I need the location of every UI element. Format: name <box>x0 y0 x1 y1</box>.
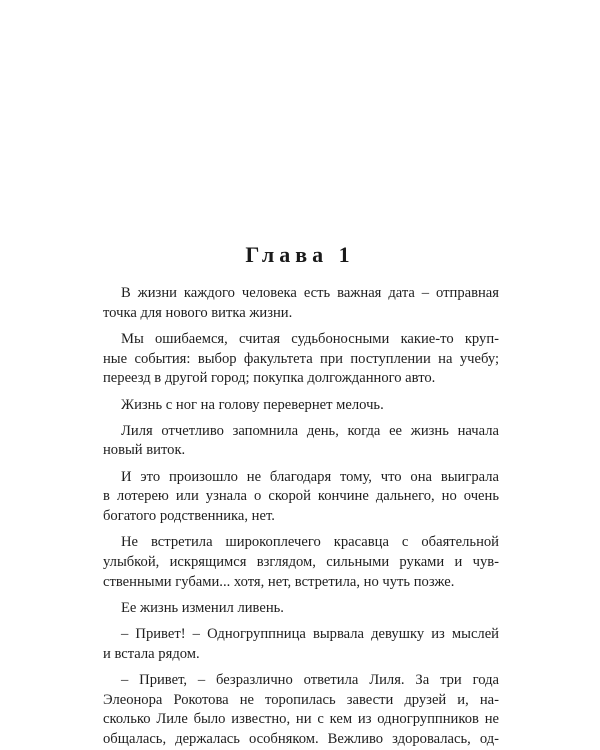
chapter-body <box>103 284 499 750</box>
paragraph <box>103 625 499 664</box>
text-line: Элеонора Рокотова не торопилась завести друзей и, на- <box>103 691 499 708</box>
text-line: Мы ошибаемся, считая судьбоносными какие-то круп- <box>121 330 499 347</box>
text-line: И это произошло не благодаря тому, что она выиграла <box>121 468 499 485</box>
paragraph <box>103 468 499 527</box>
text-line: В жизни каждого человека есть важная дата – отправная <box>121 285 499 301</box>
paragraph <box>103 599 499 619</box>
text-line: Ее жизнь изменил ливень. <box>121 599 284 616</box>
text-line: точка для нового витка жизни. <box>103 304 293 321</box>
text-line: Жизнь с ног на голову перевернет мелочь. <box>121 396 384 413</box>
text-line: общалась, держалась особняком. Вежливо здоровалась, од- <box>103 731 499 748</box>
paragraph <box>103 533 499 592</box>
text-line: сколько Лиле было известно, ни с кем из одногруппников не <box>103 711 499 728</box>
text-line: и встала рядом. <box>103 645 200 662</box>
text-line: ные события: выбор факультета при поступлении на учебу; <box>103 350 499 367</box>
text-line: переезд в другой город; покупка долгожданного авто. <box>103 370 436 387</box>
chapter-title: Глава 1 <box>245 242 355 267</box>
text-line: – Привет, – безразлично ответила Лиля. За три года <box>121 671 499 688</box>
text-line: в лотерею или узнала о скорой кончине дальнего, но очень <box>103 488 499 505</box>
paragraph <box>103 396 499 416</box>
paragraph <box>103 330 499 389</box>
text-line: богатого родственника, нет. <box>103 508 275 525</box>
text-line: – Привет! – Одногруппница вырвала девушку из мыслей <box>121 626 499 643</box>
text-line: Лиля отчетливо запомнила день, когда ее жизнь начала <box>121 422 499 439</box>
text-line: Не встретила широкоплечего красавца с обаятельной <box>121 534 499 551</box>
text-line: ственными губами... хотя, нет, встретила, но чуть позже. <box>103 573 455 590</box>
text-line: улыбкой, искрящимся взглядом, сильными руками и чув- <box>103 553 499 570</box>
text-line: новый виток. <box>103 442 186 459</box>
paragraph <box>103 671 499 750</box>
paragraph <box>103 284 499 323</box>
paragraph <box>103 422 499 461</box>
